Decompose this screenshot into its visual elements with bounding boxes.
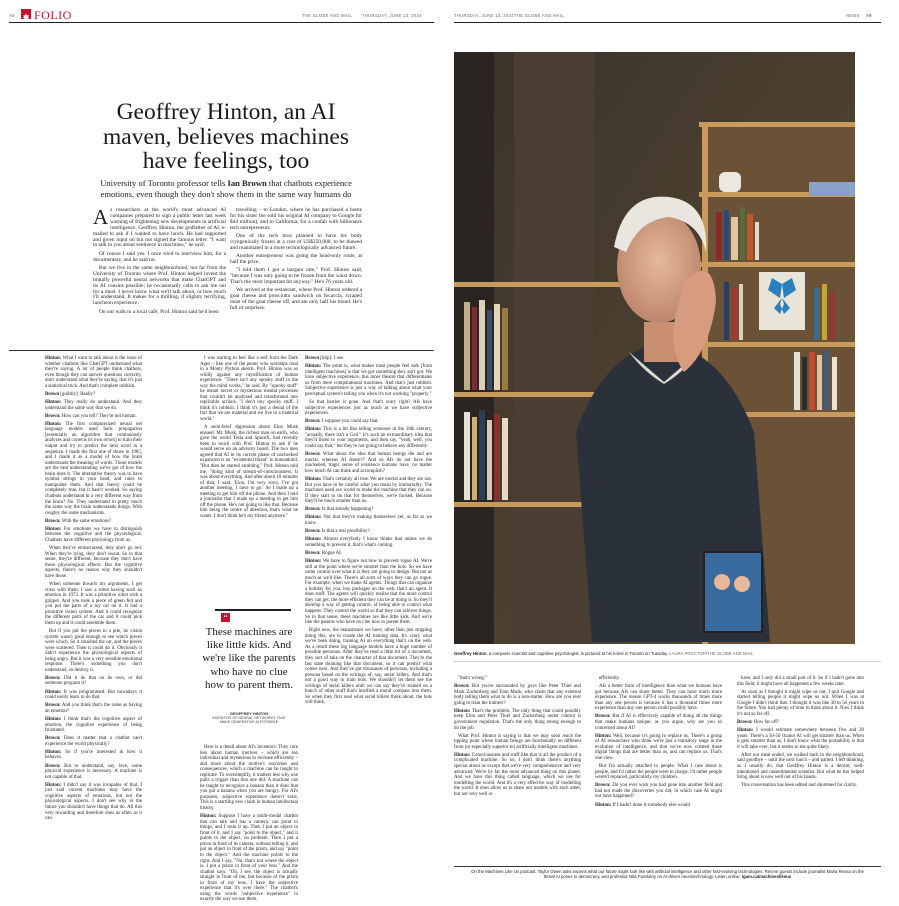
speaker-label: Brown:	[45, 518, 61, 524]
paragraph: Hinton: That's the problem. The only thing that could possibly keep Elon and Peter Thiel and Zuckerberg under control is government regulation. That's the only thing strong enough to do the job.	[454, 708, 581, 731]
section-label-right: NEWS	[846, 13, 860, 18]
speaker-label: Hinton:	[45, 421, 62, 427]
body-column-3	[305, 356, 432, 708]
page-number-left: A8	[9, 13, 15, 18]
speaker-label: Hinton:	[305, 515, 322, 521]
paragraph: Brown: But if AI is effectively capable of doing all the things that make humans unique, as you argue, why are you so concerned about AI?	[595, 714, 722, 731]
body-column-2	[200, 356, 298, 522]
paragraph: So that barrier is gone. And that's scary right? AIs have subjective experiences just as much as we have subjective experiences.	[305, 400, 432, 417]
paragraph: But I'm actually attached to people. What I care about is people, and I'd rather the people were in charge. I'd rather people weren't replaced, particularly my children.	[595, 764, 723, 781]
speaker-label: Brown:	[737, 720, 753, 726]
paragraph: Hinton: Well, because it's going to replace us. There's a group of AI researchers who think we're just a transitory stage in the evolution of intelligence, and that we've now created these digital things that are better than us, and can replace us. That's one view.	[595, 733, 722, 761]
paragraph: Hinton: They really do understand. And they understand the same way that we do.	[45, 400, 142, 411]
paragraph: A semi-brief digression about Elon Musk ensued. Mr. Musk, the richest man on earth, who gave the world Tesla and SpaceX, had recently been in touch with Prof. Hinton to ask if he would serve on an advisory board. The two men agreed that AI in its current phase of unchecked expansion is an "existential threat" to humankind. "But then he started rambling," Prof. Hinton told me, "doing kind of stream-of-consciousness. It was about everything. And after about 10 minutes of that, I said, 'Elon, I'm very sorry, I've got another meeting, I have to go.' So I made up a meeting to get him off the phone. And then I told a journalist that I made up a meeting to get him off the phone. He's not going to like that. Because him being the centre of attention, that's what he wants. I don't think he's my friend anymore."	[200, 425, 298, 519]
speaker-label: Hinton:	[45, 526, 62, 532]
paragraph: Hinton: If I hadn't done it somebody else would	[595, 802, 690, 808]
speaker-label: Hinton:	[305, 364, 322, 370]
paragraph: Another entrepreneur was going the head-only route, at half the price.	[230, 253, 362, 266]
paragraph: One of the tech bros planned to have his body cryogenically frozen at a cost of US$250,000, to be thawed and reanimated in a more technologically advanced future.	[230, 233, 362, 251]
speaker-label: Hinton:	[45, 716, 62, 722]
speaker-label: Hinton:	[45, 689, 62, 695]
paragraph: As soon as I thought it might wipe us out, I quit Google and started telling people it might wipe us out. When I was at Google I didn't think that. I thought it was like 30 to 50 years in the future. You had plenty of time to think about it. Now I think it's not so far off.	[737, 689, 864, 717]
lead-column-1	[93, 205, 226, 318]
paragraph: Brown: But to understand, say, love, some physical experience is necessary. A machine is not capable of that.	[45, 763, 142, 780]
right-column-2	[595, 676, 722, 811]
paragraph: Brown: Rogue AI.	[305, 550, 342, 556]
paragraph: As researchers at the world's most advanced AI companies prepared to sign a public letter last week warning of frightening new developments in artificial intelligence, Geoffrey Hinton, the godfather of AI, e-mailed to ask if I wanted to have lunch. He had supported and given input on but not signed the famous letter. "I want to talk to you about sentience in machines," he said.	[93, 205, 226, 249]
speaker-label: Hinton:	[45, 400, 62, 406]
paragraph: AIs a better form of intelligence than what we humans have got because AIs can share better. They can have much more experience. The reason GPT-4 works thousands of times more than any one person is because it has a thousand times more experience than any one person could possibly have.	[595, 684, 722, 712]
paragraph: Brown [blip]: I see.	[305, 356, 345, 361]
paper-name-left: THE GLOBE AND MAIL	[302, 13, 353, 18]
body-column-1	[45, 356, 142, 824]
headline: Geoffrey Hinton, an AI maven, believes machines have feelings, too	[102, 99, 349, 174]
section-label: FOLIO	[34, 8, 72, 22]
paragraph: Brown: And you think that's the same as having an emotion?	[45, 703, 142, 714]
speaker-label: Hinton:	[305, 476, 322, 482]
speaker-label: Hinton:	[200, 814, 217, 820]
paragraph: Brown: I suppose you could say that.	[305, 419, 379, 425]
speaker-label: Brown:	[45, 703, 61, 709]
paragraph: We arrived at the restaurant, where Prof. Hinton ordered a goat cheese and prosciutto sandwich on focaccia, scraped most of the goat cheese off, and ate only half his bread. He's full of surprises.	[230, 287, 362, 312]
paragraph: Brown: But you're surrounded by guys like Peter Thiel and Mark Zuckerberg and Elon Musk, who claim that any external body telling them what to do is a non-starter. How are you ever going to train the trainers?	[454, 684, 581, 706]
paragraph: Here is a detail about AI's inventors: They care less about human motives – which are too individual and mysterious to recreate efficiently – and more about the motive's outcomes and consequences, which a machine can be taught to replicate. To oversimplify, it matters less why one pulls a trigger than that one did. A machine can be taught to recognize a banana than it does that you put a banana when you are hungry. For AI's purposes, subjective experience doesn't exist. This is a startling new claim in human intellectual history.	[200, 745, 298, 812]
paragraph: Hinton: So if you're interested in how it behaves.	[45, 749, 142, 761]
paragraph: Hinton: It was programmed. But nowadays it could easily learn to do that.	[45, 689, 142, 701]
paper-name-right: THE GLOBE AND MAIL	[514, 13, 565, 18]
paragraph: Brown: With the same emotions?	[45, 518, 112, 524]
paragraph: Brown: Is that a real possibility?	[305, 529, 370, 535]
paragraph: Hinton: Suppose I have a multi-modal chatbot that can talk and has a camera, can point to things, and I train it up. Then I put an object in front of it, and I say "point to the object," and it points to the object, no problem. Then I put a prism in front of its camera, without telling it, and put an object in front of the prism, and say "point to the object." And the machine points to the right. And I say, "No, that's not where the object is. I put a prism in front of your lens." And the chatbot says, "Oh, I see, the object is actually straight in front of me, but because of the prism in front of my lens, I have the subjective experience that it's over there." The chatbot's using the words "subjective experience" in exactly the way we use them.	[200, 814, 298, 903]
speaker-label: Brown:	[595, 783, 611, 789]
lead-column-2	[230, 208, 362, 314]
paragraph: Hinton: The first computerized neural net language models used back propagation [essentially an algorithm that continuously analyzes and corrects its own errors] to train their output and try to predict the next word in a sequence. I made the first one of those in 1985, and I made it as a model of how the brain understands the meaning of words. Those models are the best understanding we've got of how the brain does it. The alternative theory was to have symbol strings in your head, and rules to manipulate them. And that theory could be completely true, but it hasn't worked. So saying chatbots understand in a very different way from the brain? No. They understand in pretty much the same way the brain understands things. With roughly the same mechanisms.	[45, 421, 142, 516]
speaker-label: Hinton:	[45, 356, 62, 361]
paragraph: When they're embarrassed, they don't go red. When they're lying, they don't sweat. So in that sense, they're different, because they don't have those physiological effects. But the cognitive aspects, there's no reason why they shouldn't have those.	[45, 546, 142, 579]
paragraph: have, and I only did a small part of it. So if I hadn't gone into this field, it might have all happened a few weeks later.	[737, 676, 864, 687]
speaker-label: Brown:	[305, 419, 321, 425]
quote-mark-icon: “	[221, 613, 230, 622]
paragraph: Brown: Do you ever wish you had gone into another field and had not made the discoveries you did, in which case AI might not have happened?	[595, 783, 722, 800]
footer-rule	[454, 866, 881, 867]
caption-text: , a computer scientist and cognitive psychologist, is pictured at his home in Toronto on Tuesday.	[486, 651, 670, 656]
speaker-label: Hinton:	[305, 559, 322, 565]
date-right: THURSDAY, JUNE 13, 2024	[454, 13, 514, 18]
paragraph: When someone thwarts my arguments, I get cross with them. I saw a robot having such an emotion in 1973. It was a primitive robot with a gripper. And you took a piece of green felt and you put the parts of a toy car on it. It had a primitive vision system. And it could recognize the different parts of the car and it could pick them up and it could assemble them.	[45, 581, 142, 626]
speaker-label: Brown:	[305, 507, 321, 513]
caption-rule	[454, 661, 881, 662]
paragraph: Hinton: What I want to talk about is the issue of whether chatbots like ChatGPT understand what they're saying. A lot of people think chatbots, even though they can answer questions correctly, don't understand what they're saying, that it's just a statistical trick. And that's complete rubbish.	[45, 356, 142, 389]
speaker-label: Hinton:	[305, 427, 322, 433]
paragraph: Of course I said yes. I once tried to interview him, for a documentary, and he said no.	[93, 250, 226, 263]
paragraph: Hinton: The point is, what makes most people feel safe [from intelligent machines] is that we got something they ain't got. We have subjective experience, this inner theatre that differentiates us from mere computational machines. And that's just rubbish. Subjective experience is just a way of talking about what your perceptual system's telling you when it's not working "properly."	[305, 364, 432, 397]
podcast-promo-text: On the Machines Like Us podcast, Taylor Owen asks experts what our future might look like with artificial intelligence and other fast-evolving technologies. Recent guests include journalist Maria Ressa on the threat AI poses to democracy, and professor Nita Farahany on AI-driven neurotechnology. Listen online:	[471, 869, 864, 880]
speaker-label: Brown:	[45, 413, 61, 419]
paragraph: "I told them I got a bargain rate," Prof. Hinton said, "because I was only going to be frozen from the waist down. That's the most important bit anyway." He's 76 years old.	[230, 267, 362, 286]
paragraph: Brown: Did it do that on its own, or did someone program it?	[45, 675, 142, 687]
podcast-link[interactable]: tgam.ca/machineslikeus	[741, 874, 792, 880]
paragraph: Hinton: I would estimate somewhere between five and 20 years. There's a 50-50 chance AI will get smarter than us. When it gets smarter than us, I don't know what the probability is that it will take over, but it seems to me quite likely.	[737, 728, 864, 750]
speaker-label: Brown:	[45, 736, 61, 742]
speaker-label: Hinton:	[454, 708, 471, 714]
paragraph: But if you put the pieces in a pile, its vision system wasn't good enough to see which pieces were which. So it smashed the car, and the pieces were scattered. Then it could do it. Obviously it didn't experience the physiological aspects of being angry. But it was a very sensible emotional response. There's something you don't understand, so destroy it.	[45, 628, 142, 673]
speaker-label: Brown:	[305, 529, 321, 535]
drop-cap: A	[93, 205, 109, 229]
pull-quote: These machines are like little kids. And we're like the parents who have no clue how to parent them.	[202, 626, 296, 691]
caption-credit: LAURA PROCTOR/THE GLOBE AND MAIL	[669, 651, 753, 656]
paragraph: "that's wrong."	[458, 676, 488, 681]
paragraph: This conversation has been edited and shortened for clarity.	[741, 783, 858, 789]
paragraph: I was starting to feel like a serf from the Dark Ages – like one of the peons who worships mud in a Monty Python sketch. Prof. Hinton was so wildly against any mystification of human experience. "There isn't any spooky stuff in the way the mind works," he said. By "spooky stuff" he meant secret or mysterious mental processes that couldn't be analyzed and transformed into replicable actions. "I don't buy spooky stuff. I think it's rubbish. I think it's just a denial of the fact that we are material and we live in a material world."	[200, 356, 298, 423]
paragraph: efficiently.	[599, 676, 620, 681]
paragraph: Hinton: Almost everybody I know thinks that unless we do something to prevent it, that's what's coming.	[305, 537, 432, 548]
paragraph: Hinton: For emotions we have to distinguish between the cognitive and the physiological. Chatbots have different physiology from us.	[45, 526, 142, 543]
speaker-label: Brown:	[45, 763, 61, 769]
paragraph: Hinton: We have to figure out how to prevent rogue AI. We're still at the point where we're smarter than the bots. So we have some control over what it is they are going to design. But not as much as we'd like. There's all sorts of ways they can go rogue. For example, when we make AI agents. Things that can organize a holiday for you, buy packages on the web, that's an agent. It does stuff. The agents will quickly realize that the more control they can get, the more efficient they can be at doing it. So they'll develop a way of getting control, of being able to control what happens. They control the world so that they can achieve things. So in that sense, these machines are like little kids. And we're like the parents who have no clue how to parent them.	[305, 559, 432, 626]
speaker-label: Brown	[305, 356, 320, 361]
right-column-1	[454, 676, 581, 800]
paragraph: But we live in the same neighbourhood, not far from the University of Toronto where Prof. Hinton helped invent the brutally powerful neural networks that make ChatGPT and its AI cousins possible; he occasionally calls to ask me out for a meal. I never know what we'll talk about, or how much I'll understand. It makes for a thrilling, if slightly terrifying, luncheon experience.	[93, 264, 226, 307]
paragraph: Brown: Is that already happening?	[305, 507, 374, 513]
speaker-label: Hinton:	[454, 752, 471, 758]
paragraph: Hinton: This is a bit like telling someone in the 16th century, "actually, there isn't a God." It's such an extraordinary idea that they'll listen to your arguments, and then say, "yeah, well, you could say that," but they're not going to behave any differently.	[305, 427, 432, 450]
paragraph: On our walk to a local café, Prof. Hinton said he'd been	[99, 308, 219, 315]
brand-logo-icon	[21, 9, 31, 19]
deck-text: University of Toronto professor tells	[100, 178, 228, 188]
speaker-label: Hinton:	[305, 537, 322, 543]
paragraph: Hinton: I think that's the cognitive aspect of emotion, the cognitive experience of being frustrated.	[45, 716, 142, 734]
paragraph: What Prof. Hinton is saying is that we may soon reach the tipping point where human beings are functionally no different from (or especially superior to) artificially intelligent machines.	[454, 733, 581, 750]
deck	[95, 178, 357, 199]
right-column-3	[737, 676, 864, 791]
paragraph: After our meal ended, we walked back to the neighbourhood, said goodbye – until the next lunch – and parted. I left thinking, as I usually do, that Geoffrey Hinton is a decent, well-intentioned and unsentimental scientist. But what he has helped bring about is now well out of his hands.	[737, 752, 864, 781]
photo-caption	[454, 651, 855, 656]
section-divider	[9, 350, 434, 351]
speaker-label: Hinton:	[45, 749, 62, 755]
paragraph: Brown [guiltily]: Really?	[45, 391, 96, 397]
paragraph: Hinton: I didn't say it was incapable of that. I just said current machines may have the cognitive aspects of emotions, but not the physiological aspects. I don't see why in the future you shouldn't have things that do. All this very rewarding and therefore does as often as it can.	[45, 782, 142, 822]
paragraph: Brown: Does it matter that a chatbot can't experience the world physically?	[45, 736, 142, 747]
paragraph: Brown: How can you tell? They're not human.	[45, 413, 137, 419]
speaker-label: Hinton:	[737, 728, 754, 734]
header-rule-left	[9, 22, 434, 23]
speaker-label: Brown:	[45, 675, 61, 681]
caption-name: Geoffrey Hinton	[454, 651, 487, 656]
paragraph: Hinton: Consciousness and stuff like that is all the product of a complicated machine. So no, I don't think there's anything special about us except that we're very comprehensive and very advanced. We're by far the most advanced thing on this planet. And we have this thing called language, which we use for modelling the world. And it's a very effective way of modelling the world. It does allow us to share our models with each other, but not very well or	[454, 752, 581, 797]
deck-author: Ian Brown	[227, 178, 267, 188]
page-number-right: A9	[866, 13, 872, 18]
speaker-label: Brown	[45, 391, 60, 397]
paragraph: Hinton: That's certainly all true. We are mortal and they are not. But you have to be careful what you mean by immortality. The machines need our world to make the machine that they run on. If they start to do that for themselves, we're fucked. Because they'll be much smarter than us.	[305, 476, 432, 505]
speaker-label: Hinton:	[45, 782, 62, 788]
pull-quote-attrib-name: GEOFFREY HINTON	[229, 711, 269, 716]
speaker-label: Hinton:	[595, 802, 612, 808]
paragraph: Hinton: Not that they're making themselves yet, as far as we know.	[305, 515, 432, 526]
speaker-label: Hinton:	[595, 733, 612, 739]
speaker-label: Brown:	[305, 550, 321, 556]
date-left: THURSDAY, JUNE 13, 2024	[362, 13, 422, 18]
paragraph: Brown: How far off?	[737, 720, 780, 726]
paragraph: travelling – to London, where he has purchased a home for his sister (he sold his original AI company to Google for $44 million), and to California, for a confab with billionaire tech entrepreneurs.	[230, 207, 362, 231]
header-rule-right	[454, 22, 881, 23]
speaker-label: Brown:	[595, 714, 611, 720]
speaker-label: Brown:	[305, 452, 321, 458]
podcast-promo	[470, 869, 865, 879]
paragraph: Right now, the mainstream we have, other than just stopping doing this, are to curate the AI training data. It's crazy what we've been doing, training AI on everything that's on the web. As a result these big language models have a huge number of possible personas. After they've read a little bit of a document, they sort of take on the character of that document. They're the last state thinking like that document, so it can predict what comes next. And they've got thousands of personas, including a persona based on the writings of, say, serial killers. And that's not a good way to train bots. We shouldn't let them see the writings of serial killers until we can say they've trained on a bunch of other stuff that's instilled a moral compass into them. So when they first read what serial killers think about, the bots will think,	[305, 628, 432, 706]
paragraph: Brown: What about the idea that human beings die and are mortal, whereas AI doesn't? And so AIs do not have the quickened, tragic sense of existence humans have, no matter how much AI can think and accomplish?	[305, 452, 432, 474]
hinton-photo	[454, 52, 855, 644]
body-column-2-continued	[200, 745, 298, 906]
speaker-label: Brown:	[454, 684, 470, 690]
pull-quote-attrib-role: INVENTOR OF NEURAL NETWORKS THAT MAKE GENERATIVE AI POSSIBLE	[212, 716, 286, 725]
pull-quote-rule	[215, 609, 291, 611]
deck-text-end: that chatbots experience emotions, even though they don't show them in the same way humans do	[100, 178, 352, 199]
